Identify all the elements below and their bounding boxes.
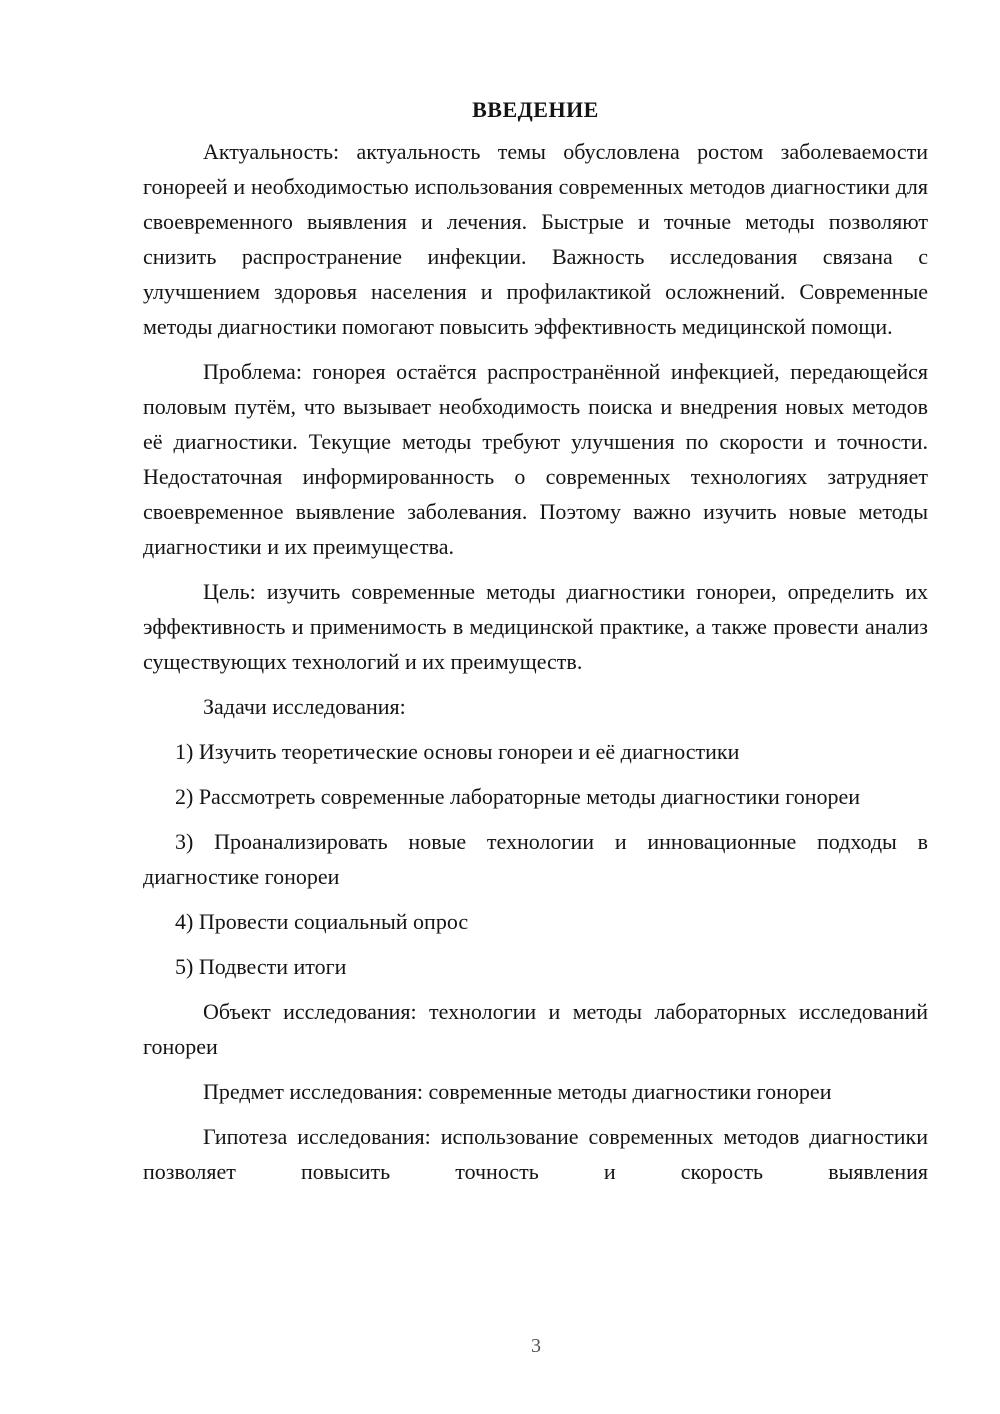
task-item-1: 1) Изучить теоретические основы гонореи и её диагностики xyxy=(175,739,740,764)
tasks-heading: Задачи исследования: xyxy=(203,694,406,719)
paragraph-problem: Проблема: гонорея остаётся распространённой инфекцией, передающейся половым путём, что вызывает необходимость поиска и внедрения новых методов её диагностики. Текущие методы требуют улучшения по скорости и точности. Недостаточная информированность о современных технологиях затрудняет своевременное выявление заболевания. Поэтому важно изучить новые методы диагностики и их преимущества. xyxy=(143,359,928,559)
paragraph-object: Объект исследования: технологии и методы лабораторных исследований гонореи xyxy=(143,999,928,1059)
task-item-3: 3) Проанализировать новые технологии и инновационные подходы в диагностике гонореи xyxy=(143,829,928,889)
page-number: 3 xyxy=(531,1335,541,1357)
document-page xyxy=(143,96,928,1189)
paragraph-goal: Цель: изучить современные методы диагностики гонореи, определить их эффективность и применимость в медицинской практике, а также провести анализ существующих технологий и их преимуществ. xyxy=(143,579,928,674)
page-title: ВВЕДЕНИЕ xyxy=(472,97,599,122)
paragraph-hypothesis: Гипотеза исследования: использование современных методов диагностики позволяет повысить точность и скорость выявления xyxy=(143,1124,928,1184)
paragraph-relevance: Актуальность: актуальность темы обусловлена ростом заболеваемости гонореей и необходимостью использования современных методов диагностики для своевременного выявления и лечения. Быстрые и точные методы позволяют снизить распространение инфекции. Важность исследования связана с улучшением здоровья населения и профилактикой осложнений. Современные методы диагностики помогают повысить эффективность медицинской помощи. xyxy=(143,139,928,339)
task-item-2: 2) Рассмотреть современные лабораторные методы диагностики гонореи xyxy=(175,784,861,809)
task-item-4: 4) Провести социальный опрос xyxy=(175,909,469,934)
task-item-5: 5) Подвести итоги xyxy=(175,954,347,979)
paragraph-subject: Предмет исследования: современные методы диагностики гонореи xyxy=(203,1079,832,1104)
